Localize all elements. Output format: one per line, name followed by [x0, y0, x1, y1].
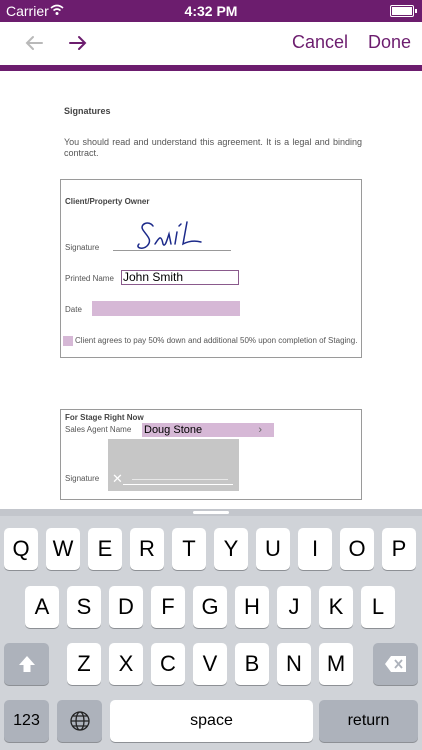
key-j[interactable]: J	[277, 586, 311, 628]
key-o[interactable]: O	[340, 528, 374, 570]
company-heading: For Stage Right Now	[65, 413, 144, 422]
agreement-text: Client agrees to pay 50% down and additional 50% upon completion of Staging.	[75, 336, 358, 345]
agreement-checkbox[interactable]	[63, 336, 73, 346]
key-s[interactable]: S	[67, 586, 101, 628]
back-arrow-icon[interactable]	[22, 31, 46, 55]
date-field[interactable]	[92, 301, 240, 316]
sales-agent-value: Doug Stone	[144, 424, 203, 436]
key-m[interactable]: M	[319, 643, 353, 685]
globe-icon	[69, 710, 91, 732]
key-k[interactable]: K	[319, 586, 353, 628]
intro-text: You should read and understand this agreement. It is a legal and binding contract.	[64, 137, 362, 158]
date-label: Date	[65, 305, 82, 314]
key-i[interactable]: I	[298, 528, 332, 570]
key-g[interactable]: G	[193, 586, 227, 628]
key-l[interactable]: L	[361, 586, 395, 628]
key-c[interactable]: C	[151, 643, 185, 685]
globe-key[interactable]	[57, 700, 102, 742]
key-x[interactable]: X	[109, 643, 143, 685]
cancel-button[interactable]: Cancel	[292, 32, 349, 52]
space-key[interactable]: space	[110, 700, 313, 742]
carrier-label: Carrier	[6, 3, 49, 19]
done-button[interactable]: Done	[368, 32, 412, 52]
company-signature-label: Signature	[65, 474, 100, 483]
shift-key[interactable]	[4, 643, 49, 685]
chevron-right-icon: ›	[258, 424, 262, 436]
keyboard	[0, 509, 422, 750]
client-signature-line	[113, 250, 231, 251]
client-signature-drawing[interactable]	[121, 218, 231, 252]
key-u[interactable]: U	[256, 528, 290, 570]
sales-agent-dropdown[interactable]	[142, 423, 274, 437]
signature-pad[interactable]	[108, 439, 239, 491]
printed-name-field[interactable]: John Smith	[121, 270, 239, 285]
section-title: Signatures	[64, 106, 111, 116]
sign-here-x-icon: ✕	[112, 471, 123, 486]
client-heading: Client/Property Owner	[65, 197, 150, 206]
client-signature-box	[60, 179, 362, 358]
key-r[interactable]: R	[130, 528, 164, 570]
navigation-bar	[0, 22, 422, 66]
numbers-key[interactable]: 123	[4, 700, 49, 742]
key-v[interactable]: V	[193, 643, 227, 685]
shift-icon	[17, 654, 37, 674]
key-n[interactable]: N	[277, 643, 311, 685]
forward-arrow-icon[interactable]	[66, 31, 90, 55]
key-t[interactable]: T	[172, 528, 206, 570]
key-y[interactable]: Y	[214, 528, 248, 570]
company-signature-box	[60, 409, 362, 500]
key-q[interactable]: Q	[4, 528, 38, 570]
key-b[interactable]: B	[235, 643, 269, 685]
client-signature-label: Signature	[65, 243, 100, 252]
key-e[interactable]: E	[88, 528, 122, 570]
key-d[interactable]: D	[109, 586, 143, 628]
delete-key[interactable]	[373, 643, 418, 685]
battery-icon	[390, 5, 414, 17]
delete-icon	[384, 655, 408, 673]
status-bar	[0, 0, 422, 22]
key-w[interactable]: W	[46, 528, 80, 570]
key-f[interactable]: F	[151, 586, 185, 628]
status-time: 4:32 PM	[184, 3, 238, 19]
keyboard-handle[interactable]	[193, 511, 229, 514]
key-p[interactable]: P	[382, 528, 416, 570]
signature-pad-baseline	[123, 484, 233, 485]
key-a[interactable]: A	[25, 586, 59, 628]
signature-pad-line	[132, 479, 228, 480]
key-h[interactable]: H	[235, 586, 269, 628]
key-z[interactable]: Z	[67, 643, 101, 685]
return-key[interactable]: return	[319, 700, 418, 742]
sales-agent-label: Sales Agent Name	[65, 425, 132, 434]
document-page[interactable]	[0, 71, 422, 509]
printed-name-label: Printed Name	[65, 274, 114, 283]
